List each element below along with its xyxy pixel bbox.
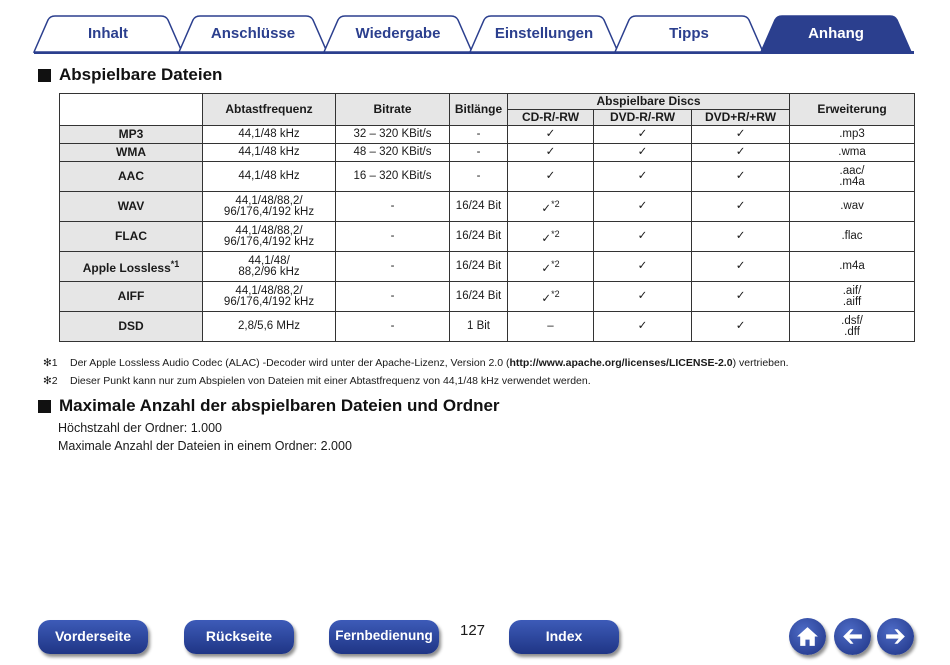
footnote-1 [43,357,789,369]
sampling-line: 88,2/96 kHz [238,265,300,278]
home-icon [795,624,820,649]
cd-value: ✓ [545,146,556,158]
dvdplus-cell: ✓ [692,192,790,222]
cd-value: ✓ [541,292,552,305]
format-name: WAV [117,199,145,213]
sampling-line: 96/176,4/192 kHz [223,295,315,308]
cd-value: ✓ [541,262,552,275]
ext-line: .aac/ [839,164,865,177]
bitlength-cell: - [450,162,508,192]
sampling-line: 44,1/48 kHz [238,128,300,140]
ext-line: .wav [840,200,864,212]
cd-cell [508,222,594,252]
dvd-cell: ✓ [594,162,692,192]
home-button[interactable] [789,618,826,655]
footnote-mark: ✻2 [43,375,58,387]
format-cell [60,312,203,342]
dvd-cell: ✓ [594,222,692,252]
page-number: 127 [460,622,486,639]
footnote-2-text: Dieser Punkt kann nur zum Abspielen von Dateien mit einer Abtastfrequenz von 44,1/48 kHz verwendet werden. [70,375,591,387]
sampling-line: 44,1/48/ [248,254,290,267]
bitrate-cell: - [336,192,450,222]
cd-value: – [547,320,554,332]
header-sampling: Abtastfrequenz [203,94,336,126]
arrow-left-icon [840,624,865,649]
dvdplus-cell: ✓ [692,222,790,252]
dvd-cell: ✓ [594,126,692,144]
header-bitrate: Bitrate [336,94,450,126]
header-dvd: DVD-R/-RW [594,110,692,126]
sampling-cell [203,222,336,252]
bitrate-cell: - [336,252,450,282]
format-name: AAC [118,169,144,183]
tab-einstellungen[interactable] [470,16,618,52]
cd-value: ✓ [541,202,552,215]
extension-cell [790,222,915,252]
cd-cell [508,192,594,222]
license-link[interactable]: http://www.apache.org/licenses/LICENSE-2.0 [509,357,733,369]
footnote-mark: ✻1 [43,357,58,369]
ext-line: .dsf/ [841,314,863,327]
previous-page-button[interactable] [834,618,871,655]
bitrate-cell: - [336,312,450,342]
sampling-cell [203,144,336,162]
bitrate-cell: - [336,282,450,312]
header-dvdplus: DVD+R/+RW [692,110,790,126]
format-name: WMA [116,145,146,159]
section-title: Maximale Anzahl der abspielbaren Dateien und Ordner [59,396,500,415]
format-cell [60,162,203,192]
ext-line: .aiff [842,295,862,308]
tab-bar [34,14,914,54]
tab-label: Einstellungen [494,25,594,42]
ext-line: .dff [844,325,860,338]
cd-value: ✓ [545,128,556,140]
ext-line: .wma [838,146,866,158]
remote-control-button[interactable]: Fernbedienung [329,620,439,654]
sampling-line: 96/176,4/192 kHz [223,205,315,218]
format-footnote: *1 [170,259,180,269]
tab-label: Anhang [808,25,864,42]
arrow-right-icon [883,624,908,649]
front-page-button[interactable]: Vorderseite [38,620,148,654]
bitlength-cell: 16/24 Bit [450,252,508,282]
sampling-cell [203,282,336,312]
cd-footnote: *2 [551,228,560,239]
cd-cell [508,282,594,312]
bitlength-cell: - [450,144,508,162]
ext-line: .flac [841,230,863,242]
section-heading-max-files [38,396,500,416]
tab-anhang[interactable] [761,16,911,52]
bitlength-cell: 16/24 Bit [450,222,508,252]
format-cell [60,252,203,282]
tab-label: Tipps [669,25,709,42]
ext-line: .aif/ [842,284,862,297]
sampling-line: 44,1/48/88,2/ [235,224,303,237]
tab-label: Anschlüsse [210,25,296,42]
dvdplus-cell: ✓ [692,252,790,282]
table-row [60,144,915,162]
format-name: Apple Lossless [82,261,171,275]
cd-footnote: *2 [551,288,560,299]
tab-tipps[interactable] [615,16,763,52]
tab-label: Inhalt [88,25,128,42]
sampling-line: 44,1/48/88,2/ [235,284,303,297]
bitrate-cell: 32 – 320 KBit/s [336,126,450,144]
bitlength-cell: - [450,126,508,144]
bitrate-cell: - [336,222,450,252]
cd-footnote: *2 [551,258,560,269]
format-name: FLAC [115,229,147,243]
cd-value: ✓ [545,170,556,182]
header-extension: Erweiterung [790,94,915,126]
extension-cell [790,192,915,222]
dvdplus-cell: ✓ [692,162,790,192]
format-name: AIFF [117,289,145,303]
table-row [60,222,915,252]
format-cell [60,192,203,222]
table-row [60,162,915,192]
tab-wiedergabe[interactable] [324,16,472,52]
section-heading-playable-files [38,65,222,85]
cd-value: ✓ [541,232,552,245]
table-row [60,282,915,312]
dvd-cell: ✓ [594,144,692,162]
cd-cell [508,312,594,342]
bitlength-cell: 1 Bit [450,312,508,342]
dvdplus-cell: ✓ [692,126,790,144]
format-cell [60,282,203,312]
bitlength-cell: 16/24 Bit [450,192,508,222]
sampling-cell [203,192,336,222]
extension-cell [790,312,915,342]
extension-cell [790,144,915,162]
cd-cell [508,252,594,282]
bitrate-cell: 16 – 320 KBit/s [336,162,450,192]
sampling-cell [203,126,336,144]
cd-cell [508,162,594,192]
dvdplus-cell: ✓ [692,312,790,342]
max-folders-line: Höchstzahl der Ordner: 1.000 [58,421,222,435]
footnote-1-post: ) vertrieben. [732,357,789,369]
ext-line: .m4a [839,260,865,272]
extension-cell [790,252,915,282]
extension-cell [790,282,915,312]
back-page-button[interactable]: Rückseite [184,620,294,654]
heading-square-icon [38,69,51,82]
dvd-cell: ✓ [594,282,692,312]
bitlength-cell: 16/24 Bit [450,282,508,312]
table-row [60,252,915,282]
sampling-line: 96/176,4/192 kHz [223,235,315,248]
ext-line: .m4a [839,175,865,188]
tab-inhalt[interactable] [34,16,182,52]
format-name: MP3 [118,127,144,141]
footnote-2 [43,375,591,387]
cd-footnote: *2 [551,198,560,209]
next-page-button[interactable] [877,618,914,655]
footnote-1-pre: Der Apple Lossless Audio Codec (ALAC) -Decoder wird unter der Apache-Lizenz, Version 2.0 ( [70,357,510,369]
dvdplus-cell: ✓ [692,144,790,162]
dvd-cell: ✓ [594,192,692,222]
header-cd: CD-R/-RW [508,110,594,126]
table-row [60,312,915,342]
playable-files-table [59,93,915,342]
extension-cell [790,126,915,144]
bitrate-cell: 48 – 320 KBit/s [336,144,450,162]
header-corner [60,94,203,126]
ext-line: .mp3 [839,128,865,140]
sampling-cell [203,252,336,282]
sampling-cell [203,312,336,342]
max-files-line: Maximale Anzahl der Dateien in einem Ordner: 2.000 [58,439,352,453]
sampling-line: 44,1/48 kHz [238,146,300,158]
format-cell [60,126,203,144]
format-cell [60,222,203,252]
cd-cell [508,126,594,144]
section-title: Abspielbare Dateien [59,65,223,84]
heading-square-icon [38,400,51,413]
extension-cell [790,162,915,192]
dvd-cell: ✓ [594,312,692,342]
sampling-cell [203,162,336,192]
sampling-line: 44,1/48/88,2/ [235,194,303,207]
cd-cell [508,144,594,162]
table-row [60,192,915,222]
sampling-line: 44,1/48 kHz [238,170,300,182]
footnote-text [70,357,789,369]
header-bitlength: Bitlänge [450,94,508,126]
format-name: DSD [118,319,144,333]
tab-anschl-sse[interactable] [179,16,327,52]
index-button[interactable]: Index [509,620,619,654]
tab-label: Wiedergabe [355,25,441,42]
table-row [60,126,915,144]
dvd-cell: ✓ [594,252,692,282]
header-discs: Abspielbare Discs [508,94,790,110]
sampling-line: 2,8/5,6 MHz [238,320,300,332]
dvdplus-cell: ✓ [692,282,790,312]
format-cell [60,144,203,162]
